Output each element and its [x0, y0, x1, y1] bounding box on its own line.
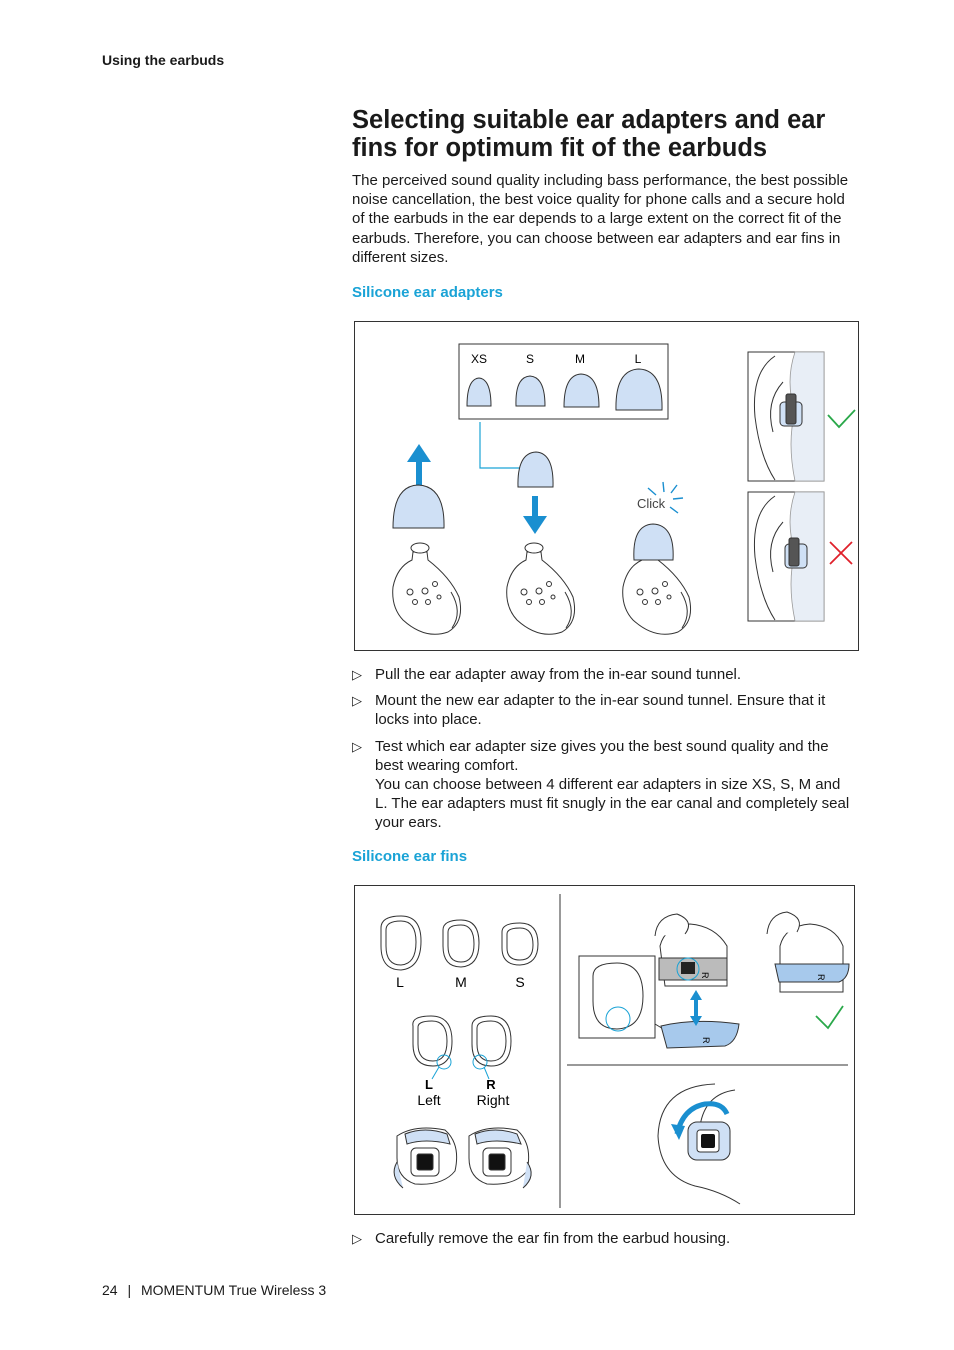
- size-label-xs: XS: [470, 352, 488, 366]
- adapter-step-2: ▷ Mount the new ear adapter to the in-ear sound tunnel. Ensure that it locks into place.: [352, 692, 826, 729]
- fin-removal-detail: [579, 914, 739, 1048]
- running-header: Using the earbuds: [102, 52, 225, 68]
- step-bullet-icon: ▷: [352, 693, 362, 709]
- ear-fin-illustration: [354, 885, 855, 1215]
- page-title: Selecting suitable ear adapters and ear fins for optimum fit of the earbuds: [352, 106, 826, 162]
- fin-s-icon: [502, 923, 538, 965]
- fin-size-s: S: [515, 974, 525, 990]
- adapter-removed-icon: [393, 485, 444, 528]
- size-label-m: M: [575, 352, 585, 366]
- fin-size-l: L: [396, 974, 404, 990]
- svg-text:R: R: [816, 974, 826, 981]
- page-footer: [102, 1282, 326, 1298]
- fin-left-label: Left: [417, 1092, 441, 1108]
- fin-right-icon: [472, 1016, 511, 1066]
- adapters-heading: Silicone ear adapters: [352, 284, 503, 301]
- fin-right-code: R: [486, 1077, 496, 1092]
- earbud-left-icon: [393, 543, 461, 634]
- adapter-m-icon: [564, 374, 599, 407]
- adapter-step-3: ▷ Test which ear adapter size gives you the best sound quality and the best wearing comfort. You can choose between 4 different ear adapters in size XS, S, M and L. The ear adapters must fit snugly in the ear canal and completely seal your ears.: [352, 737, 856, 833]
- svg-text:R: R: [701, 1037, 711, 1044]
- fin-left-icon: [413, 1016, 452, 1066]
- fin-right-label: Right: [476, 1092, 510, 1108]
- fin-step-1: ▷ Carefully remove the ear fin from the earbud housing.: [352, 1230, 731, 1247]
- size-label-l: L: [634, 352, 642, 366]
- adapter-l-icon: [616, 369, 662, 410]
- intro-paragraph: The perceived sound quality including bass performance, the best possible noise cancellation, the best voice quality for phone calls and a secure hold of the earbuds in the ear depends to a large extent on the correct fit of the earbuds. Therefore, you can choose between ear adapters and ear fins in different sizes.: [352, 172, 849, 266]
- ear-fit-correct-panel: [748, 352, 824, 481]
- earbud-mounted-icon: [623, 524, 691, 634]
- arrow-down-icon: [523, 516, 547, 534]
- adapter-mounting-icon: [518, 452, 553, 487]
- size-label-s: S: [525, 352, 535, 366]
- page-number: 24: [102, 1282, 118, 1298]
- svg-text:R: R: [700, 972, 710, 979]
- adapter-step-3-detail: You can choose between 4 different ear adapters in size XS, S, M and L. The ear adapters must fit snugly in the ear canal and completely seal your ears.: [375, 776, 850, 832]
- step-bullet-icon: ▷: [352, 1231, 362, 1246]
- adapter-step-1: ▷ Pull the ear adapter away from the in-ear sound tunnel.: [352, 666, 742, 683]
- click-label: Click: [637, 496, 666, 511]
- arrow-up-icon: [407, 444, 431, 462]
- step-bullet-icon: ▷: [352, 738, 362, 754]
- ear-adapter-illustration: [354, 321, 859, 651]
- adapter-xs-icon: [467, 378, 491, 406]
- earbud-middle-icon: [507, 543, 575, 634]
- check-icon: [828, 410, 855, 427]
- footer-separator: |: [127, 1282, 132, 1298]
- fin-l-icon: [381, 916, 421, 970]
- check-icon: [816, 1006, 843, 1028]
- fin-m-icon: [443, 920, 479, 967]
- adapter-steps-list: [352, 665, 856, 840]
- fin-size-m: M: [455, 974, 467, 990]
- cross-icon: [830, 542, 852, 564]
- fin-mounted-detail: [767, 912, 849, 992]
- fin-steps-list: [352, 1229, 856, 1255]
- ear-rotation-icon: [658, 1084, 740, 1204]
- product-name: MOMENTUM True Wireless 3: [141, 1282, 327, 1298]
- adapter-s-icon: [516, 376, 545, 406]
- earbud-pair-icon: [394, 1128, 531, 1188]
- step-bullet-icon: ▷: [352, 667, 362, 682]
- fin-left-code: L: [425, 1077, 433, 1092]
- ear-fit-incorrect-panel: [748, 492, 824, 621]
- fins-heading: Silicone ear fins: [352, 848, 468, 865]
